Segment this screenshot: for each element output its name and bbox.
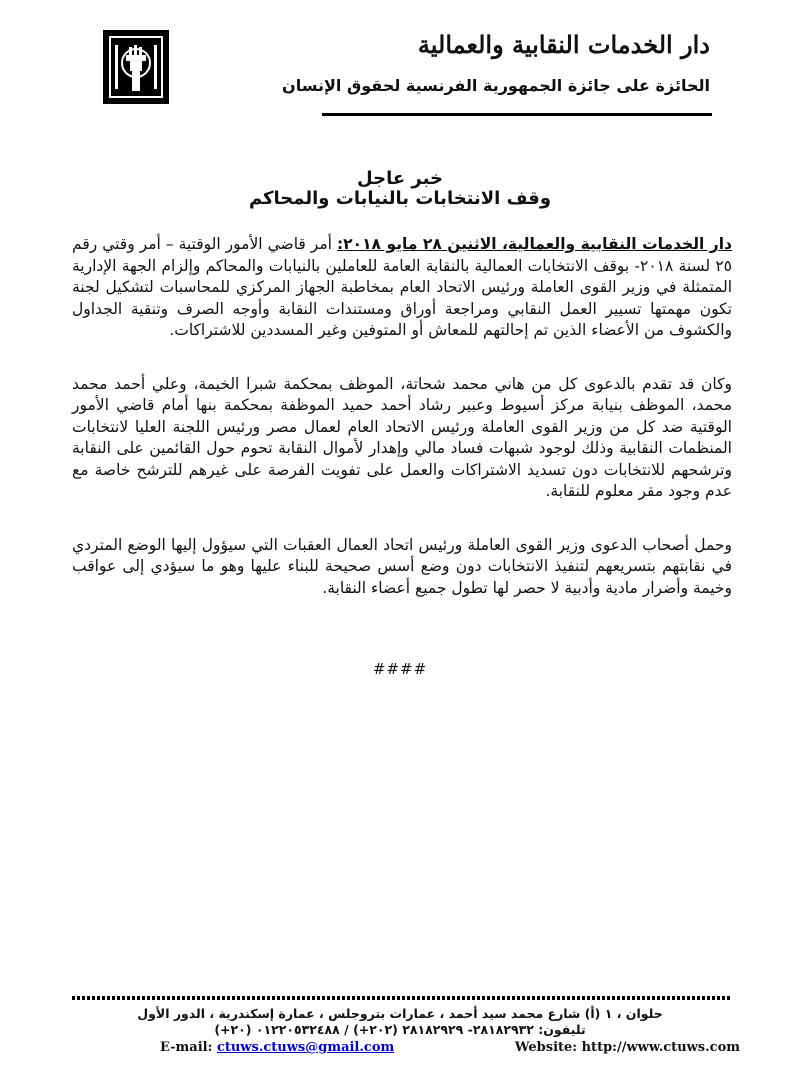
website-line xyxy=(515,1040,740,1055)
raised-fist-logo-icon xyxy=(103,30,169,104)
end-mark: #### xyxy=(372,660,428,678)
email-label: E-mail: xyxy=(160,1040,213,1055)
footer-divider xyxy=(72,996,732,1000)
email-line xyxy=(160,1040,394,1055)
paragraph-2: وكان قد تقدم بالدعوى كل من هاني محمد شحاتة، الموظف بمحكمة شبرا الخيمة، وعلي أحمد محمد محمد، الموظف بنيابة مركز أسيوط وعبير رشاد أحمد حميد الموظفة بمحكمة بنها أمام قاضي الأمور الوقتية ضد كل من وزير القوى العاملة ورئيس الاتحاد العام لعمال مصر ورئيس اللجنة العليا لانتخابات المنظمات النقابية وذلك لوجود شبهات فساد مالي وإهدار لأموال النقابة تحوم حول القائمين على النقابة وترشحهم للانتخابات دون تسديد الاشتراكات والعمل على تفويت الفرصة على غيرهم للترشح خاصة مع عدم وجود مقر معلوم للنقابة. xyxy=(72,374,732,500)
article-body xyxy=(72,234,732,631)
news-heading: خبر عاجل xyxy=(357,168,443,189)
footer-contact xyxy=(160,1040,740,1055)
header-rule xyxy=(322,113,712,116)
footer-phone: تليفون: ٢٨١٨٢٩٣٢- ٢٨١٨٢٩٢٩ (٢٠٢+) / ٠١٢٢٠٥٣٢٤٨٨ (٢٠+) xyxy=(214,1022,586,1037)
paragraph-1-text: أمر قاضي الأمور الوقتية – أمر وقتي رقم ٢٥ لسنة ٢٠١٨- بوقف الانتخابات العمالية بالنقابة العامة للعاملين بالنيابات والمحاكم وإلزام الجهة الإدارية المتمثلة في وزير القوى العاملة ورئيس الاتحاد العام بمخاطبة الجهاز المركزي للمحاسبات لتشكيل لجنة تكون مهمتها تسيير العمل النقابي ومراجعة أوراق ومستندات النقابة وأوجه الصرف وتنقية الجداول والكشوف من الأعضاء الذين تم إحالتهم للمعاش أو المتوفين وغير المسددين للاشتراكات. xyxy=(72,235,732,339)
dateline: دار الخدمات النقابية والعمالية، الاثنين ٢٨ مايو ٢٠١٨: xyxy=(336,235,732,253)
paragraph-1 xyxy=(72,234,732,342)
organization-subtitle: الحائزة على جائزة الجمهورية الفرنسية لحقوق الإنسان xyxy=(282,76,710,95)
footer-address: حلوان ، ١ (أ) شارع محمد سيد أحمد ، عمارات بتروجلس ، عمارة إسكندرية ، الدور الأول xyxy=(137,1006,663,1021)
paragraph-3: وحمل أصحاب الدعوى وزير القوى العاملة ورئيس اتحاد العمال العقبات التي سيؤول إليها الوضع المتردي في نقابتهم بتسريعهم لتنفيذ الانتخابات دون وضع أسس صحيحة للبناء عليها وهو ما سيؤدي إلى عواقب وخيمة وأضرار مادية وأدبية لا حصر لها تطول جميع أعضاء النقابة. xyxy=(72,535,732,597)
email-link[interactable]: ctuws.ctuws@gmail.com xyxy=(216,1040,395,1055)
website-url[interactable]: http://www.ctuws.com xyxy=(581,1040,740,1055)
website-label: Website: xyxy=(514,1040,578,1055)
news-subheading: وقف الانتخابات بالنيابات والمحاكم xyxy=(248,188,552,209)
organization-name: دار الخدمات النقابية والعمالية xyxy=(417,30,710,59)
